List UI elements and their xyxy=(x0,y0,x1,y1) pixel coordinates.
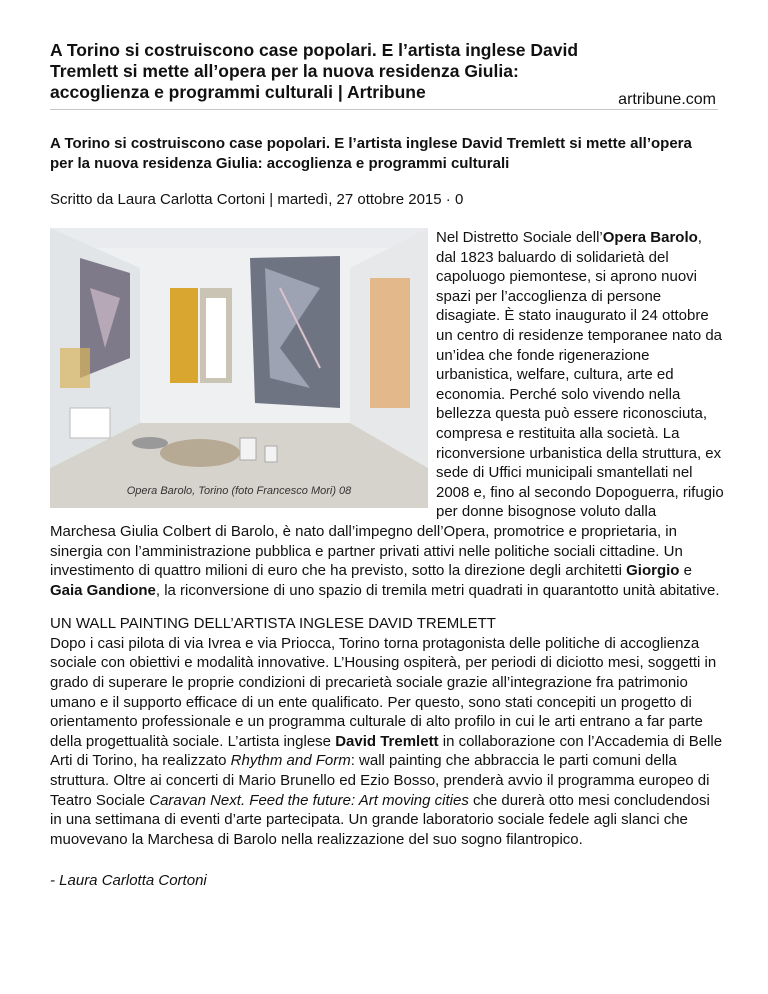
p1-text-1: Nel Distretto Sociale dell’ xyxy=(436,229,603,246)
byline: Scritto da Laura Carlotta Cortoni | martedì, 27 ottobre 2015 · 0 xyxy=(50,191,464,208)
p2-text-2: in collaborazione con l’Accademia di Belle Arti di Torino, ha realizzato xyxy=(50,732,723,770)
image-caption: Opera Barolo, Torino (foto Francesco Mori) 08 xyxy=(126,485,352,497)
article-photo xyxy=(50,228,428,508)
article-figure xyxy=(50,228,428,504)
header-title: A Torino si costruiscono case popolari. E l’artista inglese David Tremlett si mette all’opera per la nuova residenza Giulia: accoglienza e programmi culturali | Artribune xyxy=(50,40,579,102)
p1-text-4: , la riconversione di uno spazio di tremila metri quadrati in quarantotto unità abitative. xyxy=(155,581,720,599)
page-header xyxy=(50,40,718,110)
p1-text-3: e xyxy=(679,562,692,580)
p1-bold-3: Gaia Gandione xyxy=(50,581,156,599)
paragraph-2 xyxy=(50,634,724,850)
article-title: A Torino si costruiscono case popolari. E l’artista inglese David Tremlett si mette all’opera per la nuova residenza Giulia: accoglienza e programmi culturali xyxy=(50,135,692,172)
article-body xyxy=(50,228,724,906)
p2-text-3: : wall painting che abbraccia le parti comuni della struttura. Oltre ai concerti di Mario Brunello ed Ezio Bosso, prenderà avvio il programma europeo di Teatro Sociale xyxy=(50,752,710,809)
p2-text-1: Dopo i casi pilota di via Ivrea e via Priocca, Torino torna protagonista delle politiche di accoglienza sociale con obiettivi e modalità innovative. L’Housing ospiterà, per periodi di diciotto mesi, soggetti in grado di superare le proprie condizioni di precarietà sociale grazie all’integrazione fra patrimonio umano e il supporto efficace di un ente qualificato. Per questo, sono stati concepiti un progetto di orientamento professionale e un programma culturale di alto profilo in cui le arti entrano a far parte della progettualità sociale. L’artista inglese xyxy=(50,634,717,750)
p2-text-4: che durerà otto mesi concludendosi in una settimana di eventi d’arte partecipata. Un grande laboratorio sociale fedele agli slanci che muovevano la Marchesa di Barolo nella realizzazione del suo sogno filantropico. xyxy=(50,791,710,848)
p1-bold-2: Giorgio xyxy=(626,562,680,580)
p2-bold-1: David Tremlett xyxy=(335,732,439,750)
author-signature: - Laura Carlotta Cortoni xyxy=(50,872,207,890)
p1-text-2: , dal 1823 baluardo di solidarietà del capoluogo piemontese, si aprono nuovi spazi per l’accoglienza di persone disagiate. È stato inaugurato il 24 ottobre un centro di residenze temporanee nato da un’idea che fonde rigenerazione urbanistica, welfare, cultura, arte ed economia. Perché solo vivendo nella bellezza questa può essere riconosciuta, compresa e restituita alla società. La riconversione urbanistica della struttura, ex sede di Uffici municipali smantellati nel 2008 e, fino al secondo Dopoguerra, rifugio per donne bisognose voluto dalla Marchesa Giulia Colbert di Barolo, è nato dall’impegno dell’Opera, promotrice e proprietaria, in sinergia con l’amministrazione pubblica e partner privati attivi nelle politiche sociali cittadine. Un investimento di quattro milioni di euro che ha previsto, sotto la direzione degli architetti xyxy=(50,229,724,580)
p1-bold-1: Opera Barolo xyxy=(602,229,698,246)
site-name[interactable]: artribune.com xyxy=(618,91,716,108)
p2-italic-2: Caravan Next. Feed the future: Art moving cities xyxy=(149,791,469,809)
section-title: UN WALL PAINTING DELL’ARTISTA INGLESE DAVID TREMLETT xyxy=(50,615,496,633)
p2-italic-1: Rhythm and Form xyxy=(230,752,351,770)
